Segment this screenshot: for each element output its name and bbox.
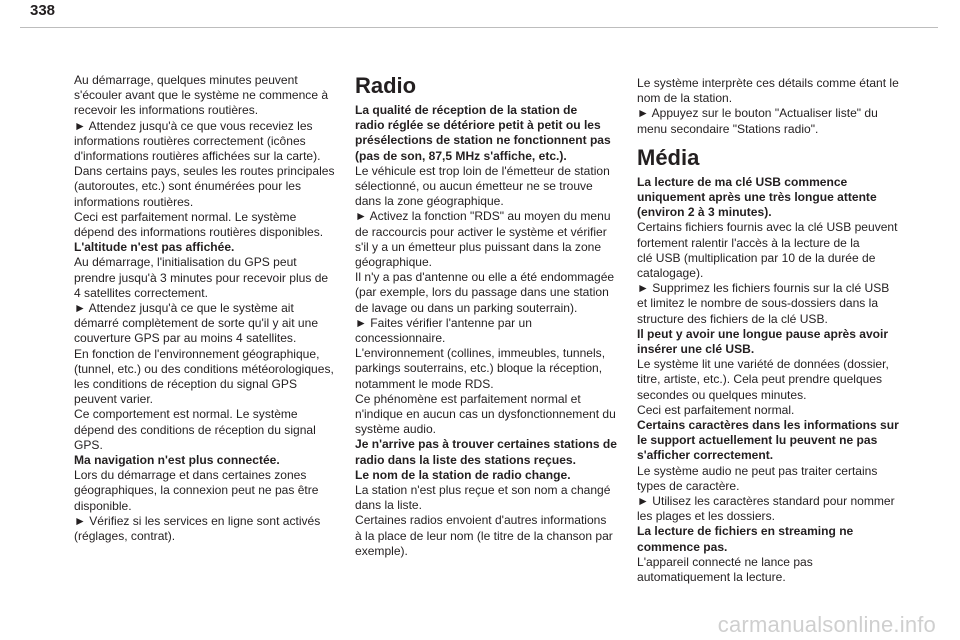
- text-line: recevoir les informations routières.: [74, 103, 259, 118]
- text-line: parkings souterrains, etc.) bloque la réception,: [355, 361, 603, 376]
- text-line: exemple).: [355, 543, 408, 558]
- text-line: informations routières correctement (icônes: [74, 133, 306, 148]
- text-line: Le véhicule est trop loin de l'émetteur de station: [355, 163, 610, 178]
- text-line: clé USB (multiplication par 10 de la durée de: [637, 250, 876, 265]
- heading-line: Certains caractères dans les informations sur: [637, 418, 899, 433]
- heading-line: Le nom de la station de radio change.: [355, 467, 571, 482]
- text-line: Le système interprète ces détails comme étant le: [637, 76, 899, 90]
- heading-line: L'altitude n'est pas affichée.: [74, 240, 235, 255]
- text-line: titre, artiste, etc.). Cela peut prendre quelques: [637, 372, 883, 387]
- text-line: les conditions de réception du signal GPS: [74, 377, 298, 392]
- heading-line: radio réglée se détériore petit à petit ou les: [355, 118, 601, 133]
- text-line: Au démarrage, quelques minutes peuvent: [74, 73, 298, 87]
- text-line: disponible.: [74, 498, 132, 513]
- text-line: ► Supprimez les fichiers fournis sur la clé USB: [637, 281, 890, 296]
- text-line: s'il y a un émetteur plus puissant dans la zone: [355, 239, 602, 254]
- text-line: Ceci est parfaitement normal.: [637, 402, 795, 417]
- text-line: Dans certains pays, seules les routes principales: [74, 164, 335, 179]
- text-line: Au démarrage, l'initialisation du GPS peut: [74, 255, 297, 270]
- text-line: Ce comportement est normal. Le système: [74, 407, 298, 422]
- heading-line: uniquement après une très longue attente: [637, 190, 877, 205]
- text-line: (autoroutes, etc.) sont énumérées pour les: [74, 179, 302, 194]
- text-line: géographiques, la connexion peut ne pas être: [74, 483, 319, 498]
- text-line: s'écouler avant que le système ne commence à: [74, 88, 329, 103]
- text-line: dans la zone géographique.: [355, 194, 504, 209]
- section-title-media: Média: [637, 144, 700, 170]
- header-divider: [20, 27, 938, 28]
- text-line: dépend des informations routières disponibles.: [74, 225, 324, 240]
- text-line: (tunnel, etc.) ou des conditions météorologiques,: [74, 361, 334, 376]
- text-line: ► Faites vérifier l'antenne par un: [355, 315, 532, 330]
- heading-line: La lecture de ma clé USB commence: [637, 174, 848, 189]
- heading-line: La lecture de fichiers en streaming ne: [637, 524, 854, 539]
- text-line: Le système lit une variété de données (dossier,: [637, 357, 889, 372]
- text-line: secondes ou quelques minutes.: [637, 387, 807, 402]
- radio-section-body: [355, 103, 625, 559]
- heading-line: insérer une clé USB.: [637, 342, 755, 357]
- heading-line: commence pas.: [637, 539, 728, 554]
- text-line: ► Activez la fonction "RDS" au moyen du menu: [355, 209, 611, 224]
- text-line: En fonction de l'environnement géographique,: [74, 346, 320, 361]
- text-line: informations routières.: [74, 194, 194, 209]
- text-line: système audio.: [355, 422, 437, 437]
- text-line: Il n'y a pas d'antenne ou elle a été endommagée: [355, 270, 615, 285]
- text-line: Certaines radios envoient d'autres informations: [355, 513, 607, 528]
- text-line: fortement ralentir l'accès à la lecture de la: [637, 235, 860, 250]
- text-line: Certains fichiers fournis avec la clé USB peuvent: [637, 220, 898, 235]
- heading-line: (environ 2 à 3 minutes).: [637, 205, 772, 220]
- text-line: L'environnement (collines, immeubles, tunnels,: [355, 346, 606, 361]
- heading-line: Ma navigation n'est plus connectée.: [74, 453, 280, 468]
- text-line: ► Attendez jusqu'à ce que vous receviez les: [74, 118, 313, 133]
- text-line: ► Vérifiez si les services en ligne sont activés: [74, 513, 321, 528]
- media-section-body: [637, 175, 909, 585]
- text-line: prendre jusqu'à 3 minutes pour recevoir plus de: [74, 270, 329, 285]
- heading-line: Je n'arrive pas à trouver certaines stations de: [355, 437, 617, 452]
- text-line: Lors du démarrage et dans certaines zones: [74, 468, 307, 483]
- text-line: sélectionné, ou aucun émetteur ne se trouve: [355, 179, 593, 194]
- column-middle: [355, 72, 625, 559]
- text-line: dans la liste.: [355, 498, 422, 513]
- heading-line: s'afficher correctement.: [637, 448, 774, 463]
- text-line: peuvent varier.: [74, 392, 154, 407]
- text-line: notamment le mode RDS.: [355, 376, 494, 391]
- text-line: types de caractère.: [637, 478, 740, 493]
- text-line: de raccourcis pour activer le système et vérifier: [355, 224, 607, 239]
- text-line: et limitez le nombre de sous-dossiers dans la: [637, 296, 879, 311]
- heading-line: le support actuellement lu peuvent ne pas: [637, 433, 878, 448]
- column-left: [74, 73, 344, 544]
- text-line: couverture GPS par au moins 4 satellites.: [74, 331, 297, 346]
- text-line: (par exemple, lors du passage dans une station: [355, 285, 609, 300]
- text-line: Le système audio ne peut pas traiter certains: [637, 463, 878, 478]
- text-line: les plages et les dossiers.: [637, 509, 775, 524]
- text-line: L'appareil connecté ne lance pas: [637, 554, 813, 569]
- text-line: Ceci est parfaitement normal. Le système: [74, 209, 297, 224]
- text-line: catalogage).: [637, 266, 704, 281]
- section-title-radio: Radio: [355, 73, 417, 98]
- text-line: n'indique en aucun cas un dysfonctionnement du: [355, 407, 616, 422]
- text-line: de lavage ou dans un parking souterrain).: [355, 300, 578, 315]
- text-line: ► Attendez jusqu'à ce que le système ait: [74, 301, 294, 316]
- text-line: géographique.: [355, 255, 433, 270]
- text-line: (réglages, contrat).: [74, 529, 176, 544]
- text-line: structure des fichiers de la clé USB.: [637, 311, 828, 326]
- heading-line: Il peut y avoir une longue pause après avoir: [637, 326, 889, 341]
- text-line: ► Utilisez les caractères standard pour nommer: [637, 494, 895, 509]
- text-line: démarré complètement de sorte qu'il y ait une: [74, 316, 319, 331]
- heading-line: radio dans la liste des stations reçues.: [355, 452, 576, 467]
- radio-section-continuation: [637, 76, 909, 137]
- heading-line: (pas de son, 87,5 MHz s'affiche, etc.).: [355, 148, 567, 163]
- text-line: à la place de leur nom (le titre de la chanson par: [355, 528, 613, 543]
- text-line: concessionnaire.: [355, 331, 446, 346]
- page-number: 338: [30, 2, 56, 19]
- text-line: Ce phénomène est parfaitement normal et: [355, 391, 581, 406]
- text-line: nom de la station.: [637, 91, 733, 106]
- column-right: [637, 76, 909, 585]
- text-line: ► Appuyez sur le bouton "Actualiser liste" du: [637, 106, 878, 121]
- text-line: 4 satellites correctement.: [74, 285, 208, 300]
- text-line: d'informations routières affichées sur la carte).: [74, 149, 321, 164]
- heading-line: La qualité de réception de la station de: [355, 103, 578, 117]
- text-line: dépend des conditions de réception du signal: [74, 422, 316, 437]
- text-line: automatiquement la lecture.: [637, 570, 786, 585]
- watermark: carmanualsonline.info: [717, 612, 936, 637]
- text-line: menu secondaire "Stations radio".: [637, 121, 819, 136]
- text-line: GPS.: [74, 437, 103, 452]
- heading-line: présélections de station ne fonctionnent pas: [355, 133, 611, 148]
- text-line: La station n'est plus reçue et son nom a changé: [355, 483, 611, 498]
